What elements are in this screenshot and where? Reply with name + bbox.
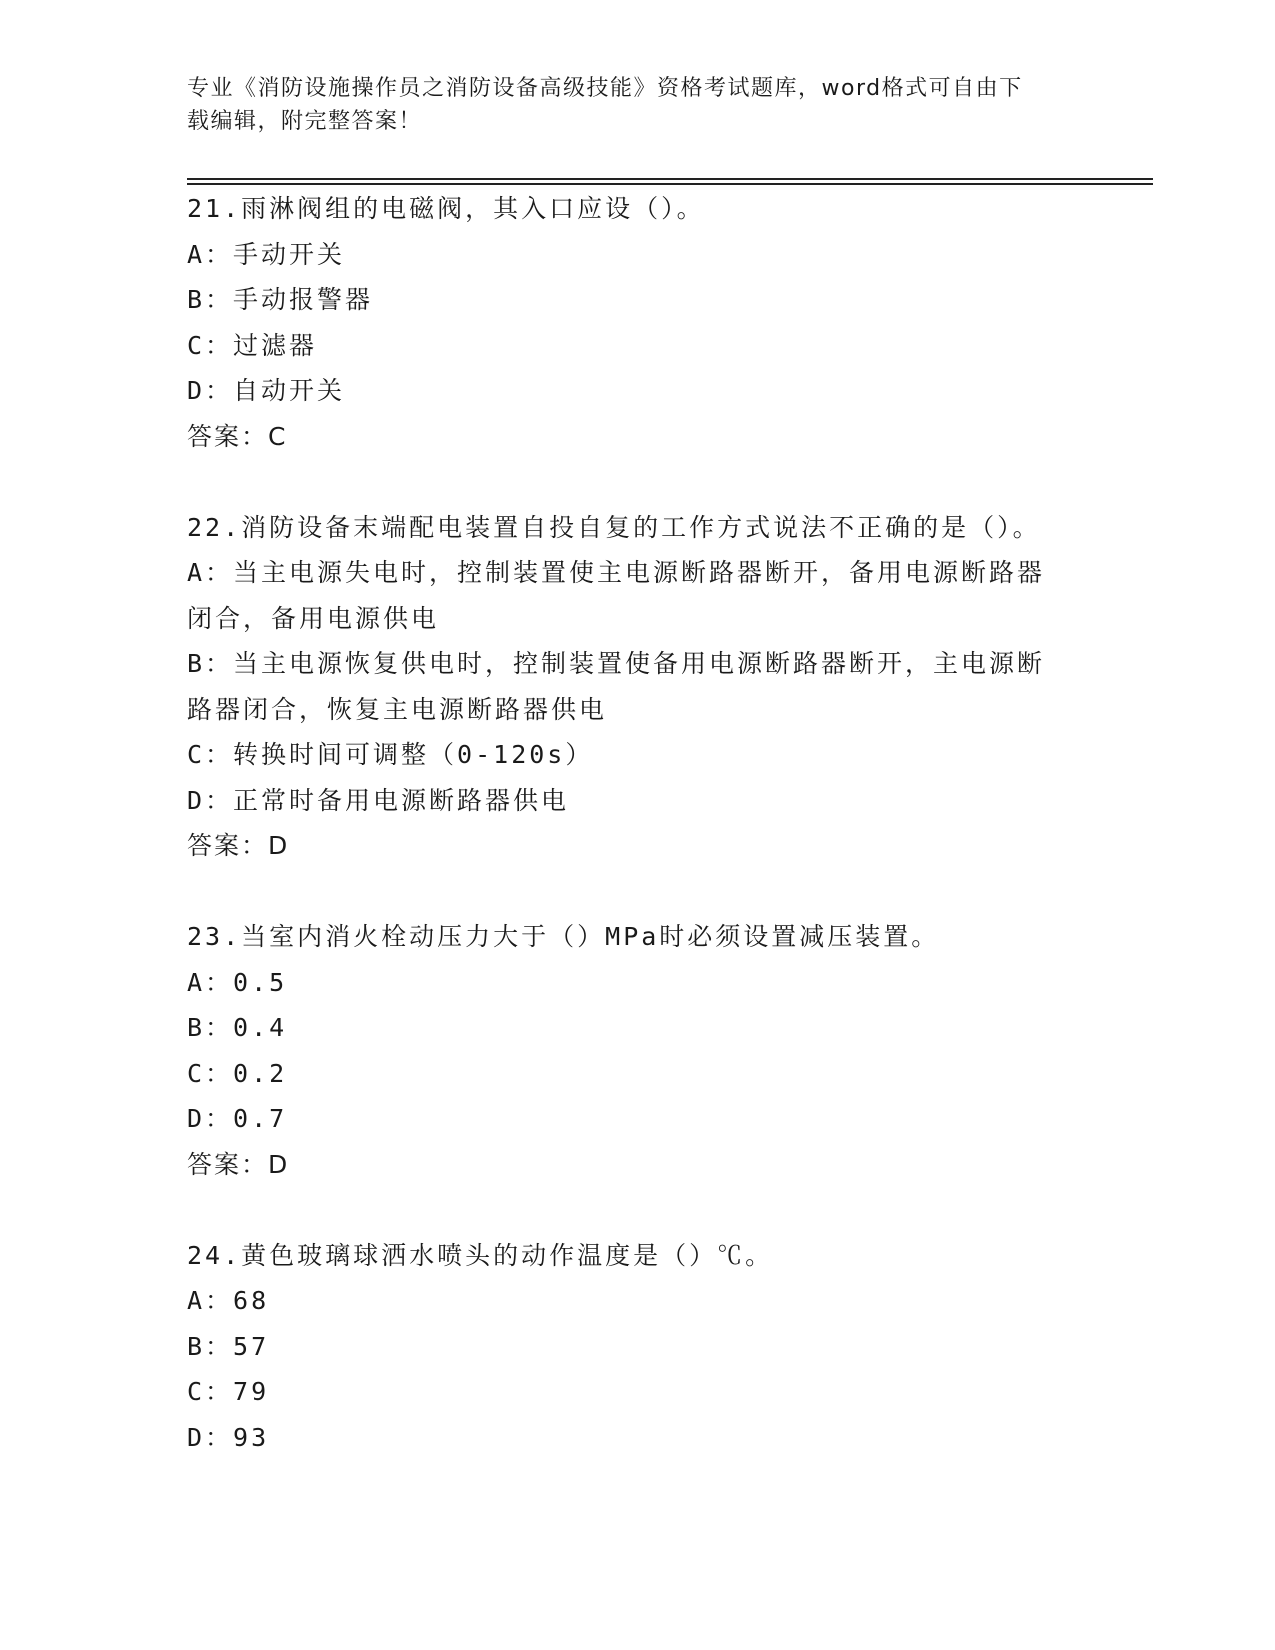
- question-stem: 21.雨淋阀组的电磁阀，其入口应设（）。: [187, 194, 705, 223]
- option-b: B：57: [187, 1331, 270, 1361]
- header-line-1: 专业《消防设施操作员之消防设备高级技能》资格考试题库，word格式可自由下: [187, 76, 1023, 101]
- option-a: A：0.5: [187, 967, 288, 997]
- option-d: D：正常时备用电源断路器供电: [187, 785, 570, 815]
- answer: 答案：C: [187, 421, 288, 451]
- question-21: [187, 186, 1087, 459]
- header-line-2: 载编辑，附完整答案！: [187, 109, 423, 134]
- option-c: C：转换时间可调整（0-120s）: [187, 740, 594, 769]
- option-a: A：手动开关: [187, 239, 346, 269]
- question-22: [187, 505, 1087, 869]
- option-b-continued: 路器闭合，恢复主电源断路器供电: [187, 694, 608, 724]
- option-a: A：68: [187, 1286, 270, 1315]
- option-d: D：93: [187, 1422, 270, 1452]
- answer: 答案：D: [187, 831, 290, 860]
- header-divider-top: [187, 178, 1153, 180]
- question-stem: 22.消防设备末端配电装置自投自复的工作方式说法不正确的是（）。: [187, 512, 1041, 542]
- option-b: B：0.4: [187, 1013, 288, 1042]
- question-23: [187, 914, 1087, 1187]
- question-stem: 23.当室内消火栓动压力大于（）MPa时必须设置减压装置。: [187, 922, 940, 951]
- document-header: [187, 72, 1077, 138]
- option-c: C：79: [187, 1377, 270, 1406]
- header-divider-bottom: [187, 183, 1153, 185]
- question-stem: 24.黄色玻璃球洒水喷头的动作温度是（）℃。: [187, 1240, 774, 1270]
- option-b: B：手动报警器: [187, 285, 374, 314]
- option-d: D：自动开关: [187, 376, 346, 405]
- option-c: C：过滤器: [187, 330, 318, 360]
- option-a-continued: 闭合，备用电源供电: [187, 603, 440, 633]
- option-a: A：当主电源失电时，控制装置使主电源断路器断开，备用电源断路器: [187, 558, 1046, 587]
- option-c: C：0.2: [187, 1058, 288, 1088]
- option-b: B：当主电源恢复供电时，控制装置使备用电源断路器断开，主电源断: [187, 649, 1046, 678]
- answer: 答案：D: [187, 1149, 290, 1179]
- question-list: [187, 186, 1087, 1460]
- question-24: [187, 1233, 1087, 1461]
- option-d: D：0.7: [187, 1104, 288, 1133]
